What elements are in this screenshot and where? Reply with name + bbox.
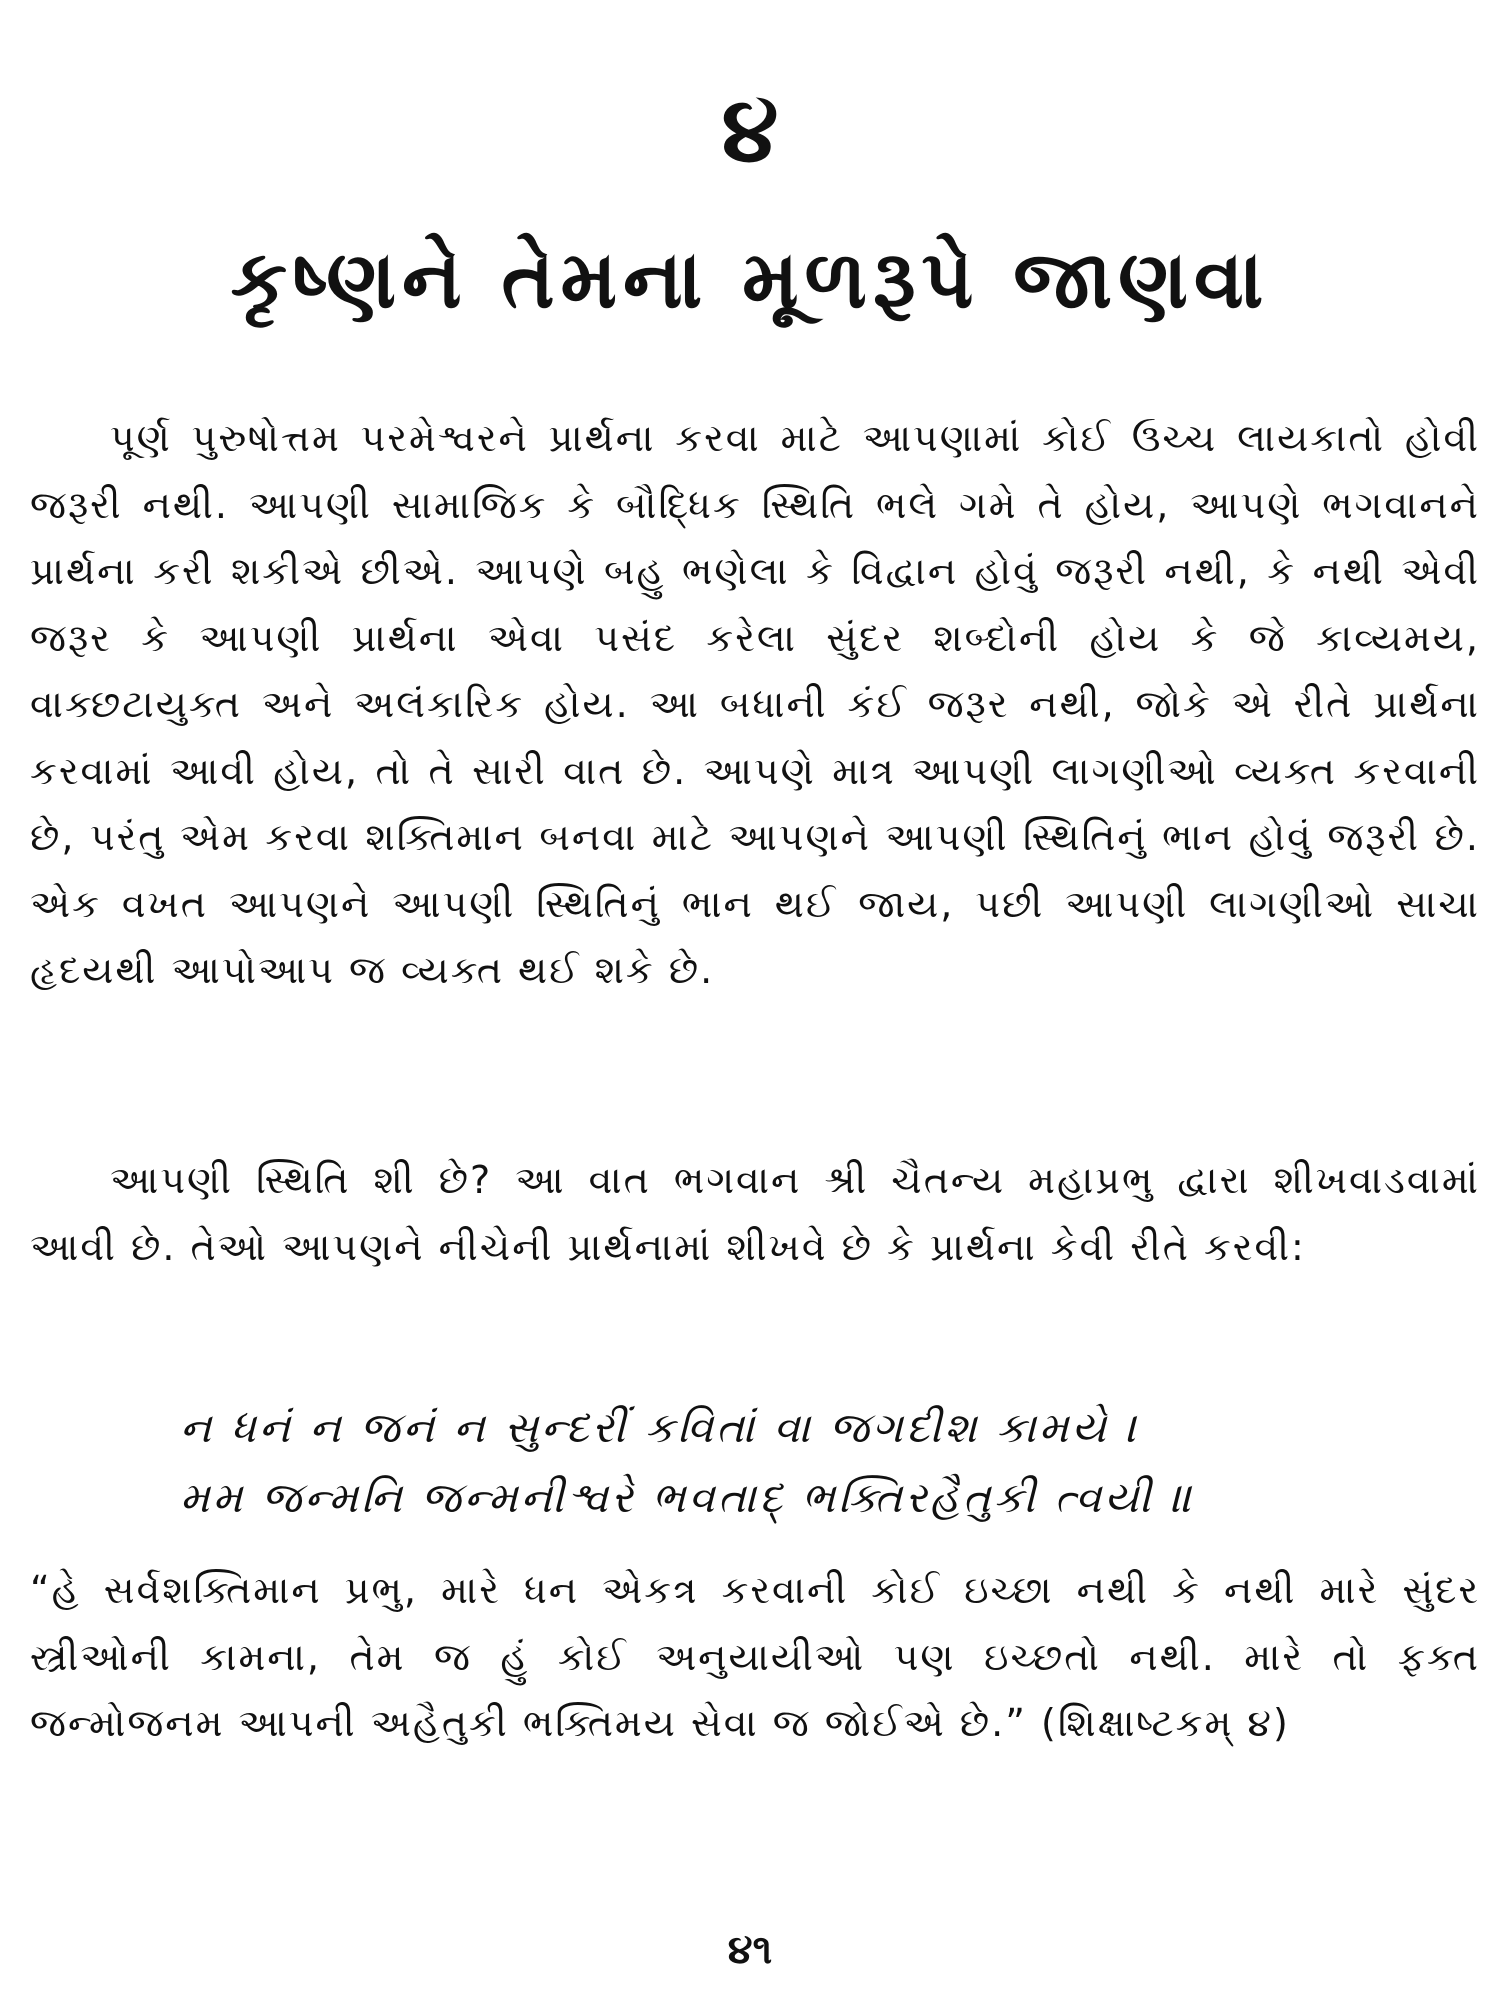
sanskrit-verse-line: મમ જન્મનિ જન્મનીશ્વરે ભવતાદ્ ભક્તિરહૈતુકી ત્વયી ॥ bbox=[180, 1473, 1196, 1522]
verse-translation: “હે સર્વશક્તિમાન પ્રભુ, મારે ધન એકત્ર કરવાની કોઈ ઇચ્છા નથી કે નથી મારે સુંદર સ્ત્રીઓની કામના, તેમ જ હું કોઈ અનુયાયીઓ પણ ઇચ્છતો નથી. મારે તો ફક્ત જન્મોજનમ આપની અહૈતુકી ભક્તિમય સેવા જ જોઈએ છે.” (શિક્ષાષ્ટકમ્ ૪) bbox=[30, 1568, 1480, 1745]
chapter-title: કૃષ્ણને તેમના મૂળરૂપે જાણવા bbox=[230, 233, 1270, 326]
sanskrit-verse-line: ન ધનં ન જનં ન સુન્દરીં કવિતાં વા જગદીશ કામયે । bbox=[180, 1403, 1140, 1452]
body-paragraph: પૂર્ણ પુરુષોત્તમ પરમેશ્વરને પ્રાર્થના કરવા માટે આપણામાં કોઈ ઉચ્ચ લાયકાતો હોવી જરૂરી નથી. આપણી સામાજિક કે બૌદ્ધિક સ્થિતિ ભલે ગમે તે હોય, આપણે ભગવાનને પ્રાર્થના કરી શકીએ છીએ. આપણે બહુ ભણેલા કે વિદ્વાન હોવું જરૂરી નથી, કે નથી એવી જરૂર કે આપણી પ્રાર્થના એવા પસંદ કરેલા સુંદર શબ્દોની હોય કે જે કાવ્યમય, વાક્છટાયુક્ત અને અલંકારિક હોય. આ બધાની કંઈ જરૂર નથી, જોકે એ રીતે પ્રાર્થના કરવામાં આવી હોય, તો તે સારી વાત છે. આપણે માત્ર આપણી લાગણીઓ વ્યક્ત કરવાની છે, પરંતુ એમ કરવા શક્તિમાન બનવા માટે આપણને આપણી સ્થિતિનું ભાન હોવું જરૂરી છે. એક વખત આપણને આપણી સ્થિતિનું ભાન થઈ જાય, પછી આપણી લાગણીઓ સાચા હૃદયથી આપોઆપ જ વ્યક્ત થઈ શકે છે. bbox=[30, 416, 1480, 992]
chapter-number: ૪ bbox=[721, 76, 779, 183]
body-paragraph: આપણી સ્થિતિ શી છે? આ વાત ભગવાન શ્રી ચૈતન્ય મહાપ્રભુ દ્વારા શીખવાડવામાં આવી છે. તેઓ આપણને નીચેની પ્રાર્થનામાં શીખવે છે કે પ્રાર્થના કેવી રીતે કરવી: bbox=[30, 1158, 1480, 1269]
page-number: ૪૧ bbox=[727, 1927, 773, 1973]
